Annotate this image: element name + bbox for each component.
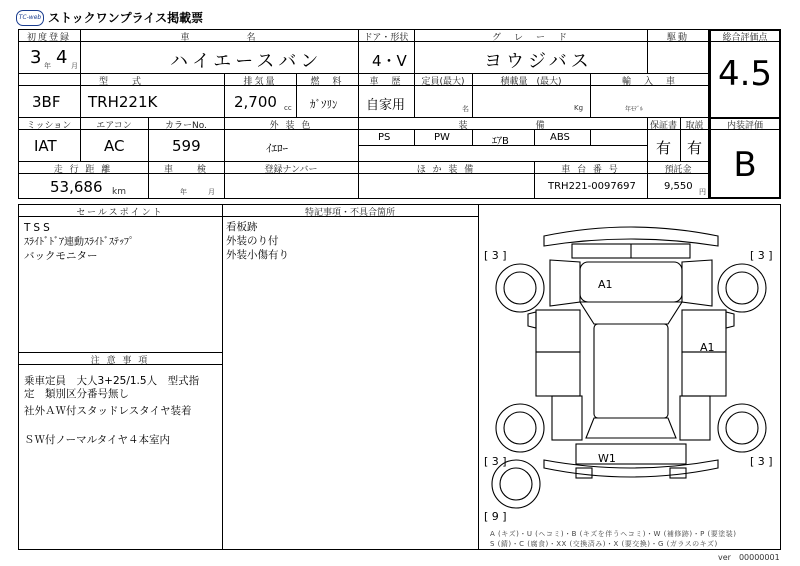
equipment-label: 装 備 xyxy=(458,121,547,131)
overall-score: 4.5 xyxy=(717,54,773,94)
history-value: 自家用 xyxy=(366,98,406,113)
caution-1: 乗車定員 大人3+25/1.5人 型式指 xyxy=(24,375,200,387)
tire-tread-front-left: [ 3 ] xyxy=(484,249,507,262)
color-no-label: カラーNo. xyxy=(165,121,207,131)
special-note-2: 外装のり付 xyxy=(226,235,279,247)
wheel-rear-left xyxy=(496,404,544,452)
grade-label: グ レ ー ド xyxy=(491,33,569,43)
left-front-door xyxy=(536,310,580,352)
color-no-value: 599 xyxy=(172,137,201,155)
tire-tread-front-right: [ 3 ] xyxy=(750,249,773,262)
drive-label: 駆動 xyxy=(666,33,689,43)
warranty-label: 保証書 xyxy=(649,121,677,131)
manual-value: 有 xyxy=(687,139,703,157)
right-rear-quarter xyxy=(680,396,710,440)
front-bumper xyxy=(544,227,718,246)
mileage-value: 53,686 xyxy=(50,178,103,196)
tire-tread-rear-left: [ 3 ] xyxy=(484,455,507,468)
wheel-rear-right xyxy=(718,404,766,452)
windshield xyxy=(580,302,682,324)
rear-gate xyxy=(576,444,686,464)
rear-bumper xyxy=(544,460,718,477)
manual-label: 取説 xyxy=(685,121,704,131)
door-value: 4・V xyxy=(372,52,407,70)
chassis-label: 車 台 番 号 xyxy=(561,165,620,175)
equip-airbag: ｴｱB xyxy=(492,136,509,147)
damage-mark-right-side: A1 xyxy=(700,341,715,354)
page-title: ストックワンプライス掲載票 xyxy=(48,11,204,25)
tail-lamp-right xyxy=(670,468,686,478)
front-fenders xyxy=(550,260,712,306)
caution-label: 注 意 事 項 xyxy=(90,356,150,366)
caution-2: 定 類別区分番号無し xyxy=(24,388,129,400)
tire-tread-rear-right: [ 3 ] xyxy=(750,455,773,468)
left-side-mirror xyxy=(528,312,536,328)
plate-label: 登録ナンバー xyxy=(264,165,318,175)
damage-legend-line-2: S (錆)・C (腐食)・XX (交換済み)・X (要交換)・G (ガラスのキズ) xyxy=(490,540,718,548)
door-label: ドア・形状 xyxy=(363,33,409,43)
load-unit: Kg xyxy=(574,104,584,112)
first-reg-year-unit: 年 xyxy=(44,62,51,70)
mission-value: IAT xyxy=(34,137,57,155)
damage-mark-hood: A1 xyxy=(598,278,613,291)
first-reg-month-unit: 月 xyxy=(71,62,78,70)
equip-abs: ABS xyxy=(550,132,570,143)
left-rear-quarter xyxy=(552,396,582,440)
ac-value: AC xyxy=(104,137,125,155)
version-label: ver 00000001 xyxy=(718,553,780,562)
displacement-unit: cc xyxy=(284,104,292,112)
other-equipment-label: ほ か 装 備 xyxy=(416,165,476,175)
import-label: 輸 入 車 xyxy=(621,77,677,87)
sales-point-2: ｽﾗｲﾄﾞﾄﾞｱ連動ｽﾗｲﾄﾞｽﾃｯﾌﾟ xyxy=(24,237,134,248)
caution-3: 社外ＡＷ付スタッドレスタイヤ装着 xyxy=(24,405,192,417)
equip-pw: PW xyxy=(434,132,450,143)
load-label: 積載量 (最大) xyxy=(500,77,562,87)
car-damage-diagram xyxy=(480,206,780,548)
special-note-3: 外装小傷有り xyxy=(226,249,289,261)
sales-point-3: バックモニター xyxy=(24,250,98,262)
displacement-label: 排気量 xyxy=(243,77,277,87)
right-rear-door xyxy=(682,352,726,396)
caution-5: ＳＷ付ノーマルタイヤ４本室内 xyxy=(24,434,171,446)
inspection-month-unit: 月 xyxy=(208,188,215,196)
roof xyxy=(594,324,668,418)
first-reg-label: 初度登録 xyxy=(26,33,71,43)
tail-lamp-left xyxy=(576,468,592,478)
vehicle-name: ハイエースバン xyxy=(170,51,323,72)
exterior-label: 外 装 色 xyxy=(269,121,313,131)
equip-ps: PS xyxy=(378,132,391,143)
vehicle-name-label: 車 名 xyxy=(180,33,258,43)
chassis-value: TRH221-0097697 xyxy=(548,181,636,192)
mileage-label: 走 行 距 離 xyxy=(53,165,113,175)
capacity-unit: 名 xyxy=(462,105,469,113)
interior-score: B xyxy=(733,145,757,185)
history-label: 車 歴 xyxy=(369,77,403,87)
left-rear-door xyxy=(536,352,580,396)
header-logo: TC-web xyxy=(16,10,44,26)
ac-label: エアコン xyxy=(96,121,132,131)
spare-tire-tread: [ 9 ] xyxy=(484,510,507,523)
warranty-value: 有 xyxy=(656,139,672,157)
special-note-1: 看板跡 xyxy=(226,221,258,233)
overall-score-label: 総合評価点 xyxy=(722,33,768,43)
sales-points-label: セールスポイント xyxy=(76,208,164,218)
tax-label: 預託金 xyxy=(664,165,692,175)
fuel-label: 燃 料 xyxy=(310,77,344,87)
damage-mark-rear: W1 xyxy=(598,452,616,465)
displacement-value: 2,700 xyxy=(234,93,277,111)
grade-value: ヨウジバス xyxy=(484,51,593,72)
model-label: 型 式 xyxy=(98,77,143,87)
fuel-value: ｶﾞｿﾘﾝ xyxy=(310,98,338,111)
hood xyxy=(580,262,682,302)
mission-label: ミッション xyxy=(26,121,72,131)
sales-point-1: TSS xyxy=(24,222,53,234)
tax-value: 9,550 xyxy=(664,181,693,192)
rear-window xyxy=(586,418,676,438)
wheel-front-right xyxy=(718,264,766,312)
capacity-label: 定員(最大) xyxy=(421,77,465,87)
model-prefix: 3BF xyxy=(32,93,61,111)
interior-score-label: 内装評価 xyxy=(726,121,763,131)
inspection-label: 車 検 xyxy=(163,165,208,175)
special-notes-label: 特記事項・不具合箇所 xyxy=(304,208,395,218)
right-side-mirror xyxy=(726,312,734,328)
wheel-front-left xyxy=(496,264,544,312)
inspection-year-unit: 年 xyxy=(180,188,187,196)
first-reg-year: 3 xyxy=(30,47,42,68)
exterior-value: ｲｴﾛｰ xyxy=(266,142,288,155)
damage-legend-line-1: A (キズ)・U (ヘコミ)・B (キズを伴うヘコミ)・W (補修跡)・P (要塗装) xyxy=(490,530,737,538)
tax-unit: 円 xyxy=(699,188,706,196)
import-unit: 年ﾓﾃﾞﾙ xyxy=(625,106,644,113)
mileage-unit: km xyxy=(112,187,126,197)
first-reg-month: 4 xyxy=(56,47,68,68)
model-value: TRH221K xyxy=(88,93,158,111)
